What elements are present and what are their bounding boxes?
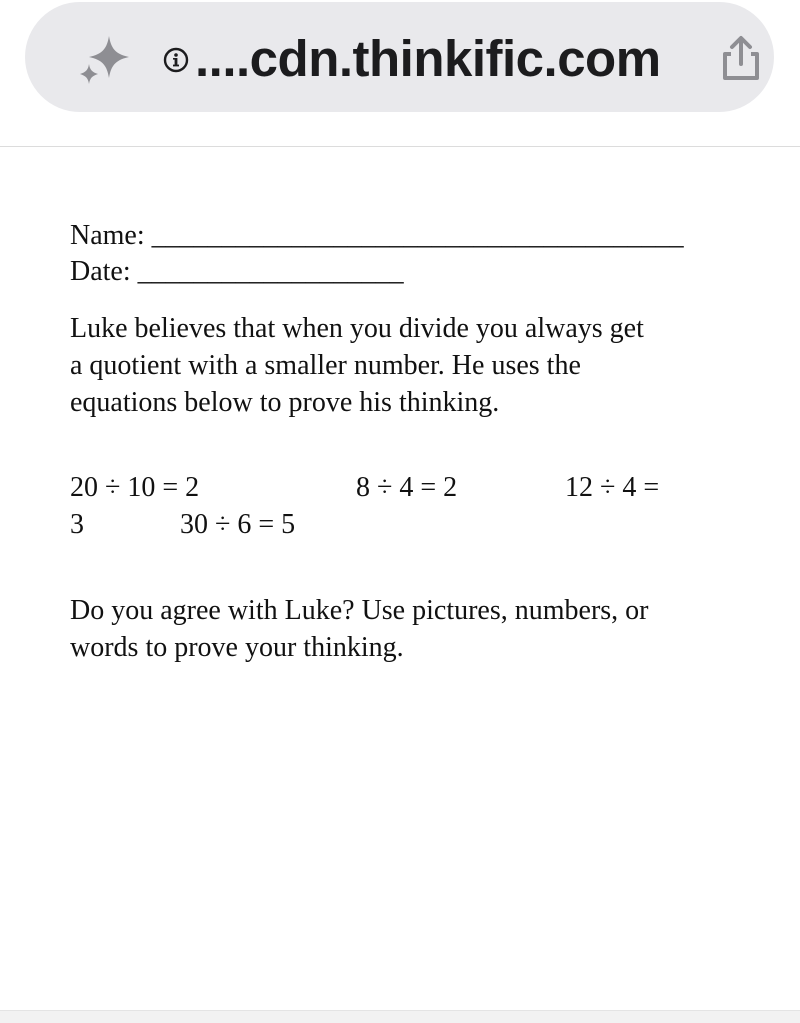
question-line-1: Do you agree with Luke? Use pictures, numbers, or [70, 595, 649, 626]
worksheet-document [0, 147, 800, 1007]
prompt-line-1: Luke believes that when you divide you always get [70, 313, 644, 344]
equation-3-start: 12 ÷ 4 = [565, 472, 660, 503]
bottom-edge [0, 1010, 800, 1023]
equation-4: 30 ÷ 6 = 5 [180, 509, 296, 540]
info-icon[interactable] [163, 47, 189, 73]
share-icon[interactable] [717, 34, 765, 84]
sparkle-icon[interactable] [77, 32, 133, 86]
equation-3-end: 3 [70, 509, 84, 540]
prompt-line-2: a quotient with a smaller number. He uses the [70, 350, 581, 381]
equation-2: 8 ÷ 4 = 2 [356, 472, 458, 503]
address-bar[interactable] [25, 2, 774, 112]
name-line: Name: ______________________________________ [70, 220, 684, 251]
equation-1: 20 ÷ 10 = 2 [70, 472, 200, 503]
date-line: Date: ___________________ [70, 256, 404, 287]
url-text[interactable]: ....cdn.thinkific.com [195, 30, 661, 87]
prompt-line-3: equations below to prove his thinking. [70, 387, 500, 418]
question-line-2: words to prove your thinking. [70, 632, 404, 663]
browser-top-bar [0, 0, 800, 147]
